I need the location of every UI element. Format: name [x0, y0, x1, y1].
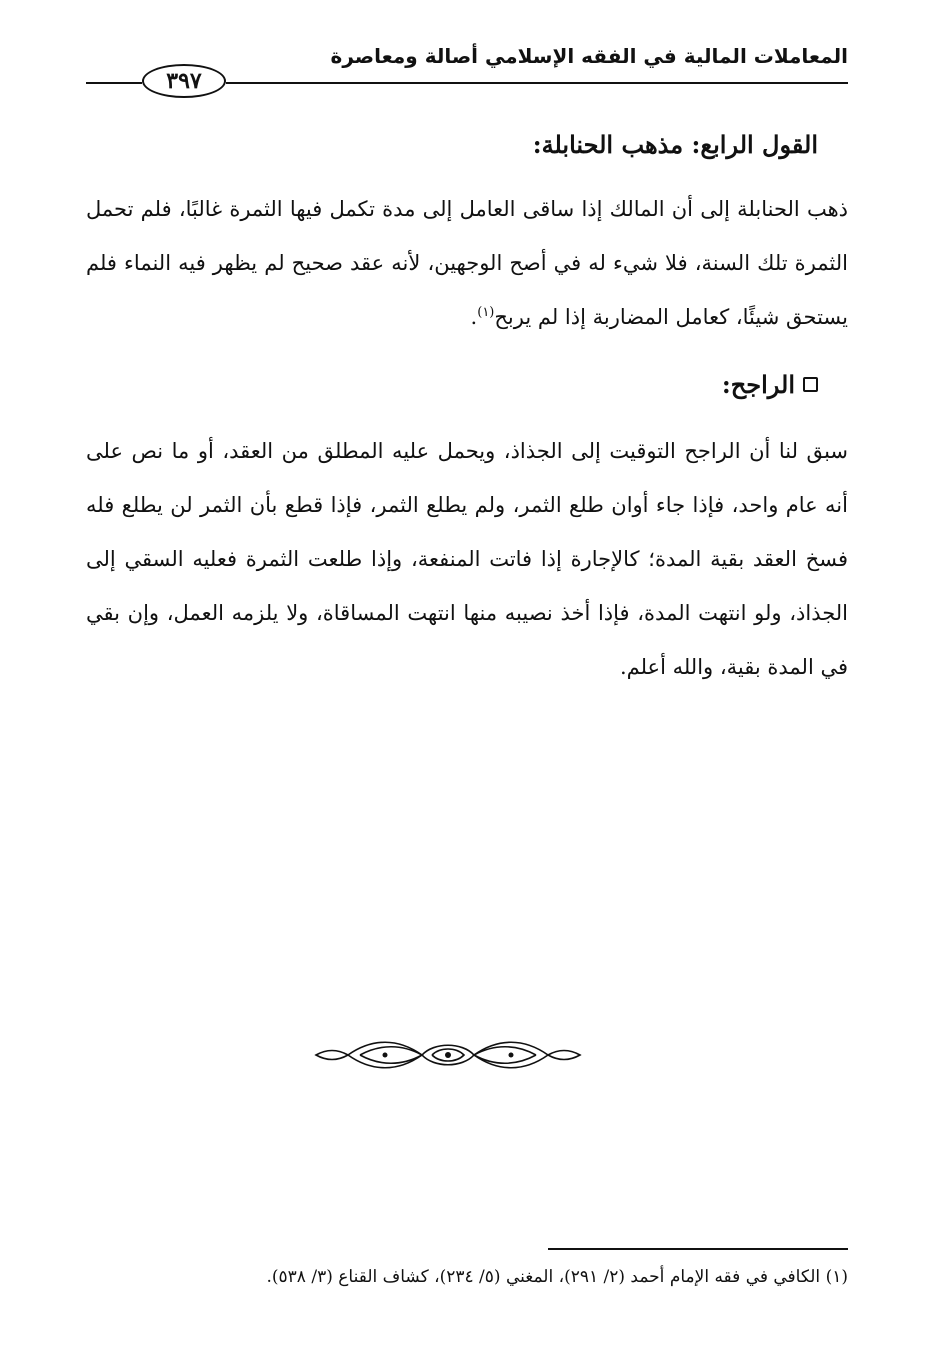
paragraph-end: .: [470, 305, 478, 329]
footnote-text: الكافي في فقه الإمام أحمد (٢/ ٢٩١)، المغني (٥/ ٢٣٤)، كشاف القناع (٣/ ٥٣٨).: [266, 1267, 821, 1287]
header-rule: [226, 82, 848, 84]
running-header-title: المعاملات المالية في الفقه الإسلامي أصالة ومعاصرة: [330, 44, 848, 68]
section-heading-text: الراجح:: [721, 370, 795, 399]
paragraph-hanbali-opinion: [86, 182, 848, 344]
ornamental-divider-icon: [312, 1036, 584, 1074]
footnote-reference[interactable]: (١): [477, 305, 495, 320]
section-heading-fourth-opinion: القول الرابع: مذهب الحنابلة:: [532, 130, 818, 159]
paragraph-text: ذهب الحنابلة إلى أن المالك إذا ساقى العامل إلى مدة تكمل فيها الثمرة غالبًا، فلم تحمل الثمرة تلك السنة، فلا شيء له في أصح الوجهين، لأنه عقد صحيح لم يظهر فيه النماء فلم يستحق شيئًا، كعامل المضاربة إذا لم يربح: [86, 197, 848, 329]
section-heading-preferred-view: [722, 370, 818, 399]
footnote: [86, 1262, 848, 1292]
page-number: ٣٩٧: [142, 64, 226, 98]
footnote-separator: [548, 1248, 848, 1250]
paragraph-preferred-view: سبق لنا أن الراجح التوقيت إلى الجذاذ، ويحمل عليه المطلق من العقد، أو ما نص على أنه عام واحد، فإذا جاء أوان طلع الثمر، ولم يطلع الثمر، فإذا قطع بأن الثمر لن يطلع فله فسخ العقد بقية المدة؛ كالإجارة إذا فاتت المنفعة، وإذا طلعت الثمرة فعليه السقي إلى الجذاذ، ولو انتهت المدة، فإذا أخذ نصيبه منها انتهت المساقاة، ولا يلزمه العمل، وإن بقي في المدة بقية، والله أعلم.: [86, 439, 848, 679]
footnote-number: (١): [825, 1267, 848, 1287]
header-rule-left: [86, 82, 142, 84]
checkbox-icon: [803, 377, 818, 392]
